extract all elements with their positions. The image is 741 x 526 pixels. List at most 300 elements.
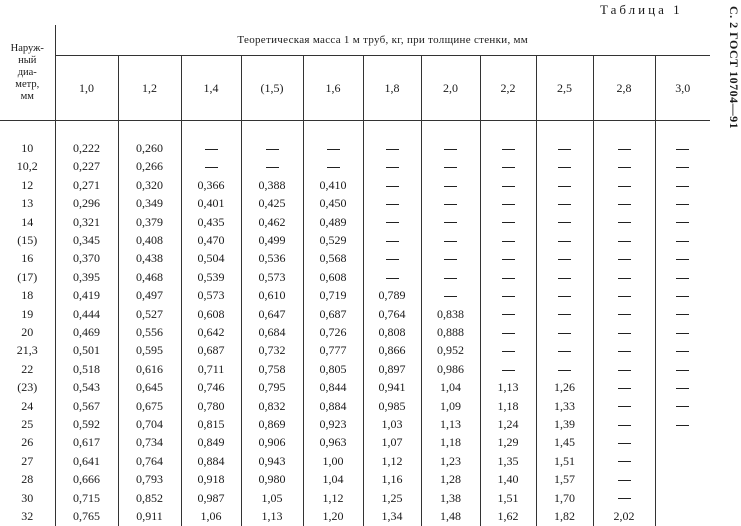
mass-value-cell [655,470,710,488]
mass-value-cell: 1,00 [303,452,363,470]
empty-value-dash [593,470,655,488]
spacer-cell [0,121,55,140]
dash-mark [618,204,631,205]
mass-value-cell: 0,746 [181,378,241,396]
empty-value-dash [480,213,536,231]
empty-value-dash [655,287,710,305]
dash-mark [386,204,399,205]
empty-value-dash [655,231,710,249]
empty-value-dash [593,195,655,213]
dash-mark [558,278,571,279]
mass-value-cell: 0,985 [363,397,421,415]
diameter-cell: 21,3 [0,342,55,360]
empty-value-dash [593,378,655,396]
spacer-cell [55,121,118,140]
mass-value-cell: 0,266 [118,158,181,176]
empty-value-dash [593,231,655,249]
empty-value-dash [536,323,593,341]
mass-value-cell: 0,497 [118,287,181,305]
empty-value-dash [536,305,593,323]
mass-value-cell: 0,468 [118,268,181,286]
dash-mark [558,314,571,315]
empty-value-dash [241,158,303,176]
mass-value-cell: 1,20 [303,507,363,525]
mass-value-cell: 1,38 [421,489,480,507]
mass-value-cell: 1,03 [363,415,421,433]
empty-value-dash [593,434,655,452]
empty-value-dash [593,176,655,194]
spacer-cell [421,121,480,140]
table-row [0,470,710,488]
dash-mark [558,186,571,187]
mass-value-cell: 1,12 [303,489,363,507]
dash-mark [327,149,340,150]
diameter-cell: (17) [0,268,55,286]
table-row [0,397,710,415]
empty-value-dash [536,360,593,378]
empty-value-dash [655,378,710,396]
mass-value-cell: 0,470 [181,231,241,249]
diameter-cell: 24 [0,397,55,415]
mass-value-cell: 0,884 [181,452,241,470]
empty-value-dash [593,415,655,433]
mass-value-cell: 0,419 [55,287,118,305]
mass-value-cell: 1,62 [480,507,536,525]
dash-mark [558,222,571,223]
empty-value-dash [655,158,710,176]
empty-value-dash [480,139,536,157]
diameter-cell: 10,2 [0,158,55,176]
mass-value-cell: 0,675 [118,397,181,415]
mass-value-cell: 0,501 [55,342,118,360]
dash-mark [502,314,515,315]
mass-value-cell: 0,410 [303,176,363,194]
mass-value-cell: 1,28 [421,470,480,488]
mass-value-cell: 1,51 [480,489,536,507]
empty-value-dash [655,305,710,323]
empty-value-dash [655,250,710,268]
mass-value-cell: 0,401 [181,195,241,213]
dash-mark [502,259,515,260]
mass-value-cell: 0,963 [303,434,363,452]
mass-value-cell: 0,943 [241,452,303,470]
empty-value-dash [363,231,421,249]
dash-mark [618,461,631,462]
dash-mark [386,222,399,223]
dash-mark [502,241,515,242]
mass-value-cell: 1,29 [480,434,536,452]
dash-mark [444,186,457,187]
empty-value-dash [536,268,593,286]
mass-value-cell: 0,815 [181,415,241,433]
mass-value-cell: 0,227 [55,158,118,176]
mass-value-cell: 1,39 [536,415,593,433]
thickness-header: 2,0 [421,56,480,121]
dash-mark [676,241,689,242]
dash-mark [502,149,515,150]
dash-mark [618,425,631,426]
table-row [0,176,710,194]
mass-value-cell: 0,941 [363,378,421,396]
empty-value-dash [421,195,480,213]
mass-value-cell: 0,610 [241,287,303,305]
spacer-cell [655,121,710,140]
table-body [0,121,710,526]
empty-value-dash [655,397,710,415]
dash-mark [444,241,457,242]
empty-value-dash [363,176,421,194]
mass-value-cell: 0,573 [181,287,241,305]
diameter-cell: 26 [0,434,55,452]
mass-value-cell: 0,641 [55,452,118,470]
dash-mark [386,149,399,150]
dash-mark [618,480,631,481]
mass-value-cell: 0,438 [118,250,181,268]
mass-value-cell: 0,793 [118,470,181,488]
corner-line: ный [18,54,37,66]
table-row [0,452,710,470]
dash-mark [444,149,457,150]
mass-value-cell: 1,70 [536,489,593,507]
spacer-cell [593,121,655,140]
empty-value-dash [655,360,710,378]
mass-value-cell: 0,645 [118,378,181,396]
empty-value-dash [655,213,710,231]
empty-value-dash [181,158,241,176]
dash-mark [618,259,631,260]
mass-value-cell: 1,33 [536,397,593,415]
empty-value-dash [421,268,480,286]
table-row [0,268,710,286]
mass-value-cell: 0,726 [303,323,363,341]
dash-mark [205,149,218,150]
dash-mark [676,333,689,334]
dash-mark [502,167,515,168]
empty-value-dash [655,268,710,286]
empty-value-dash [363,139,421,157]
diameter-cell: 13 [0,195,55,213]
mass-value-cell: 0,884 [303,397,363,415]
mass-value-cell: 0,923 [303,415,363,433]
empty-value-dash [303,139,363,157]
diameter-cell: 28 [0,470,55,488]
mass-value-cell: 0,320 [118,176,181,194]
mass-value-cell: 0,444 [55,305,118,323]
mass-value-cell: 0,684 [241,323,303,341]
mass-value-cell: 0,918 [181,470,241,488]
dash-mark [618,278,631,279]
mass-value-cell: 0,805 [303,360,363,378]
dash-mark [558,167,571,168]
diameter-cell: 19 [0,305,55,323]
diameter-cell: 20 [0,323,55,341]
mass-value-cell: 0,734 [118,434,181,452]
mass-value-cell: 1,23 [421,452,480,470]
mass-value-cell: 1,26 [536,378,593,396]
mass-value-cell: 0,271 [55,176,118,194]
dash-mark [676,149,689,150]
mass-value-cell: 0,321 [55,213,118,231]
dash-mark [618,406,631,407]
mass-value-cell: 0,687 [303,305,363,323]
dash-mark [676,278,689,279]
mass-value-cell: 0,765 [55,507,118,525]
dash-mark [386,278,399,279]
mass-value-cell: 1,13 [421,415,480,433]
mass-value-cell: 0,666 [55,470,118,488]
mass-value-cell: 0,568 [303,250,363,268]
empty-value-dash [536,213,593,231]
spacer-cell [118,121,181,140]
diameter-cell: (23) [0,378,55,396]
mass-value-cell: 0,849 [181,434,241,452]
mass-value-cell: 0,527 [118,305,181,323]
standard-side-label: С. 2 ГОСТ 10704—91 [727,6,741,130]
mass-value-cell: 0,462 [241,213,303,231]
empty-value-dash [655,176,710,194]
mass-value-cell: 0,518 [55,360,118,378]
header-spacer-row [0,121,710,140]
dash-mark [502,186,515,187]
mass-value-cell: 0,780 [181,397,241,415]
dash-mark [618,333,631,334]
table-row [0,434,710,452]
dash-mark [558,259,571,260]
empty-value-dash [593,489,655,507]
mass-value-cell: 1,04 [421,378,480,396]
dash-mark [676,406,689,407]
mass-value-cell: 1,13 [480,378,536,396]
mass-value-cell: 0,260 [118,139,181,157]
empty-value-dash [536,176,593,194]
mass-value-cell: 0,711 [181,360,241,378]
mass-value-cell: 0,832 [241,397,303,415]
dash-mark [618,370,631,371]
dash-mark [386,241,399,242]
mass-value-cell: 0,408 [118,231,181,249]
diameter-cell: (15) [0,231,55,249]
mass-value-cell: 0,573 [241,268,303,286]
mass-value-cell: 0,608 [303,268,363,286]
mass-value-cell: 0,296 [55,195,118,213]
thickness-header: 2,8 [593,56,655,121]
dash-mark [676,370,689,371]
empty-value-dash [421,176,480,194]
empty-value-dash [480,360,536,378]
thickness-header: 1,4 [181,56,241,121]
empty-value-dash [421,139,480,157]
empty-value-dash [241,139,303,157]
dash-mark [618,498,631,499]
dash-mark [444,204,457,205]
dash-mark [618,296,631,297]
empty-value-dash [593,139,655,157]
empty-value-dash [480,342,536,360]
mass-value-cell: 1,12 [363,452,421,470]
diameter-cell: 18 [0,287,55,305]
mass-value-cell: 0,370 [55,250,118,268]
mass-value-cell: 0,504 [181,250,241,268]
empty-value-dash [593,305,655,323]
mass-value-cell: 0,764 [363,305,421,323]
corner-line: Наруж- [10,42,44,54]
mass-value-cell: 0,844 [303,378,363,396]
mass-value-cell: 1,25 [363,489,421,507]
table-row [0,287,710,305]
mass-value-cell: 0,911 [118,507,181,525]
mass-value-cell: 1,51 [536,452,593,470]
table-row [0,378,710,396]
dash-mark [502,296,515,297]
table-row [0,139,710,157]
empty-value-dash [480,158,536,176]
empty-value-dash [593,323,655,341]
dash-mark [327,167,340,168]
table-row [0,507,710,525]
mass-value-cell: 1,57 [536,470,593,488]
spacer-cell [303,121,363,140]
empty-value-dash [593,452,655,470]
dash-mark [502,204,515,205]
dash-mark [676,314,689,315]
dash-mark [444,167,457,168]
empty-value-dash [480,268,536,286]
empty-value-dash [536,231,593,249]
dash-mark [676,186,689,187]
dash-mark [558,296,571,297]
table-row [0,360,710,378]
empty-value-dash [593,268,655,286]
dash-mark [618,388,631,389]
dash-mark [444,296,457,297]
dash-mark [618,443,631,444]
mass-value-cell: 0,777 [303,342,363,360]
dash-mark [618,314,631,315]
mass-value-cell: 0,617 [55,434,118,452]
corner-line: мм [20,90,34,102]
mass-value-cell: 0,595 [118,342,181,360]
dash-mark [676,222,689,223]
mass-value-cell: 0,388 [241,176,303,194]
dash-mark [502,333,515,334]
mass-value-cell: 0,866 [363,342,421,360]
mass-value-cell: 0,647 [241,305,303,323]
thickness-header: 1,2 [118,56,181,121]
empty-value-dash [536,139,593,157]
dash-mark [266,149,279,150]
mass-value-cell: 0,556 [118,323,181,341]
spacer-cell [363,121,421,140]
mass-value-cell [655,452,710,470]
dash-mark [205,167,218,168]
table-row [0,305,710,323]
thickness-header: 2,2 [480,56,536,121]
mass-value-cell: 0,425 [241,195,303,213]
empty-value-dash [593,287,655,305]
dash-mark [618,149,631,150]
mass-value-cell: 0,608 [181,305,241,323]
thickness-header-row [0,56,710,121]
mass-value-cell: 0,897 [363,360,421,378]
mass-value-cell: 0,838 [421,305,480,323]
table-row [0,213,710,231]
table-row [0,342,710,360]
mass-value-cell: 0,719 [303,287,363,305]
empty-value-dash [480,305,536,323]
spacer-cell [241,121,303,140]
table-row [0,250,710,268]
mass-value-cell: 0,808 [363,323,421,341]
mass-value-cell: 0,852 [118,489,181,507]
dash-mark [444,259,457,260]
dash-mark [502,278,515,279]
mass-value-cell: 1,06 [181,507,241,525]
empty-value-dash [421,158,480,176]
mass-value-cell: 0,539 [181,268,241,286]
mass-value-cell: 0,888 [421,323,480,341]
diameter-cell: 10 [0,139,55,157]
diameter-cell: 14 [0,213,55,231]
empty-value-dash [363,268,421,286]
dash-mark [502,351,515,352]
mass-value-cell: 1,45 [536,434,593,452]
empty-value-dash [536,342,593,360]
empty-value-dash [655,195,710,213]
mass-value-cell: 0,489 [303,213,363,231]
dash-mark [558,333,571,334]
mass-value-cell: 1,13 [241,507,303,525]
empty-value-dash [593,213,655,231]
corner-line: диа- [17,66,37,78]
dash-mark [618,167,631,168]
diameter-cell: 27 [0,452,55,470]
mass-value-cell: 0,529 [303,231,363,249]
table-row [0,323,710,341]
mass-value-cell: 0,758 [241,360,303,378]
empty-value-dash [480,323,536,341]
dash-mark [266,167,279,168]
mass-value-cell: 0,345 [55,231,118,249]
empty-value-dash [480,195,536,213]
empty-value-dash [593,397,655,415]
dash-mark [386,259,399,260]
empty-value-dash [536,287,593,305]
dash-mark [676,204,689,205]
dash-mark [386,167,399,168]
diameter-cell: 25 [0,415,55,433]
dash-mark [558,351,571,352]
dash-mark [618,351,631,352]
empty-value-dash [655,139,710,157]
mass-value-cell: 0,222 [55,139,118,157]
mass-value-cell: 2,02 [593,507,655,525]
empty-value-dash [536,158,593,176]
spacer-cell [480,121,536,140]
mass-value-cell: 1,40 [480,470,536,488]
mass-value-cell [655,489,710,507]
empty-value-dash [363,195,421,213]
thickness-header: 3,0 [655,56,710,121]
empty-value-dash [536,195,593,213]
dash-mark [502,222,515,223]
empty-value-dash [593,342,655,360]
dash-mark [676,425,689,426]
mass-value-cell: 1,16 [363,470,421,488]
mass-value-cell: 0,869 [241,415,303,433]
mass-value-cell: 0,764 [118,452,181,470]
empty-value-dash [655,342,710,360]
mass-value-cell [655,434,710,452]
